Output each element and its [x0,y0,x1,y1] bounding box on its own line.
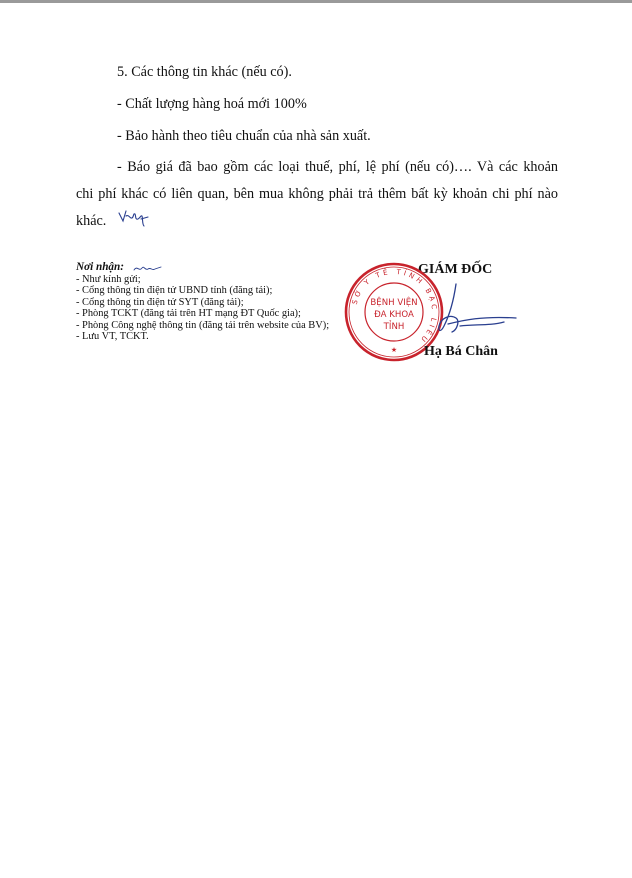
director-name: Hạ Bá Chân [424,344,498,359]
director-title: GIÁM ĐỐC [418,262,493,277]
handwritten-initials-small-icon [133,262,163,276]
recipient-item: - Lưu VT, TCKT. [76,331,149,342]
recipient-item: - Phòng TCKT (đăng tải trên HT mạng ĐT Quốc gia); [76,308,301,319]
item-warranty: - Bảo hành theo tiêu chuẩn của nhà sản xuất. [117,128,371,144]
recipients-block [76,262,329,343]
stamp-center-line-2: ĐA KHOA [374,310,414,320]
item-price-line-3: khác. [76,213,107,229]
item-other-info: 5. Các thông tin khác (nếu có). [117,64,292,80]
stamp-ring-text: SỞ Y TẾ TỈNH BẠC LIÊU [350,267,439,346]
item-price-line-1: - Báo giá đã bao gồm các loại thuế, phí, lệ phí (nếu có)…. Và các khoản [117,159,558,175]
handwritten-initials-icon [117,207,151,229]
recipients-heading: Nơi nhận: [76,261,124,273]
item-price-line-2: chi phí khác có liên quan, bên mua không phải trả thêm bất kỳ khoản chi phí nào [76,186,558,202]
recipient-item: - Cổng thông tin điện tử SYT (đăng tải); [76,296,244,308]
svg-text:★: ★ [390,346,398,354]
item-quality: - Chất lượng hàng hoá mới 100% [117,96,307,112]
handwritten-signature-icon [430,280,520,344]
recipient-item: - Cổng thông tin điện tử UBND tỉnh (đăng tải); [76,285,273,296]
recipient-item: - Phòng Công nghệ thông tin (đăng tải trên website của BV); [76,319,330,331]
recipient-item: - Như kính gửi; [76,273,141,285]
stamp-center-line-1: BỆNH VIỆN [370,298,418,308]
stamp-center-line-3: TỈNH [383,322,405,332]
recipients-list [76,274,329,343]
